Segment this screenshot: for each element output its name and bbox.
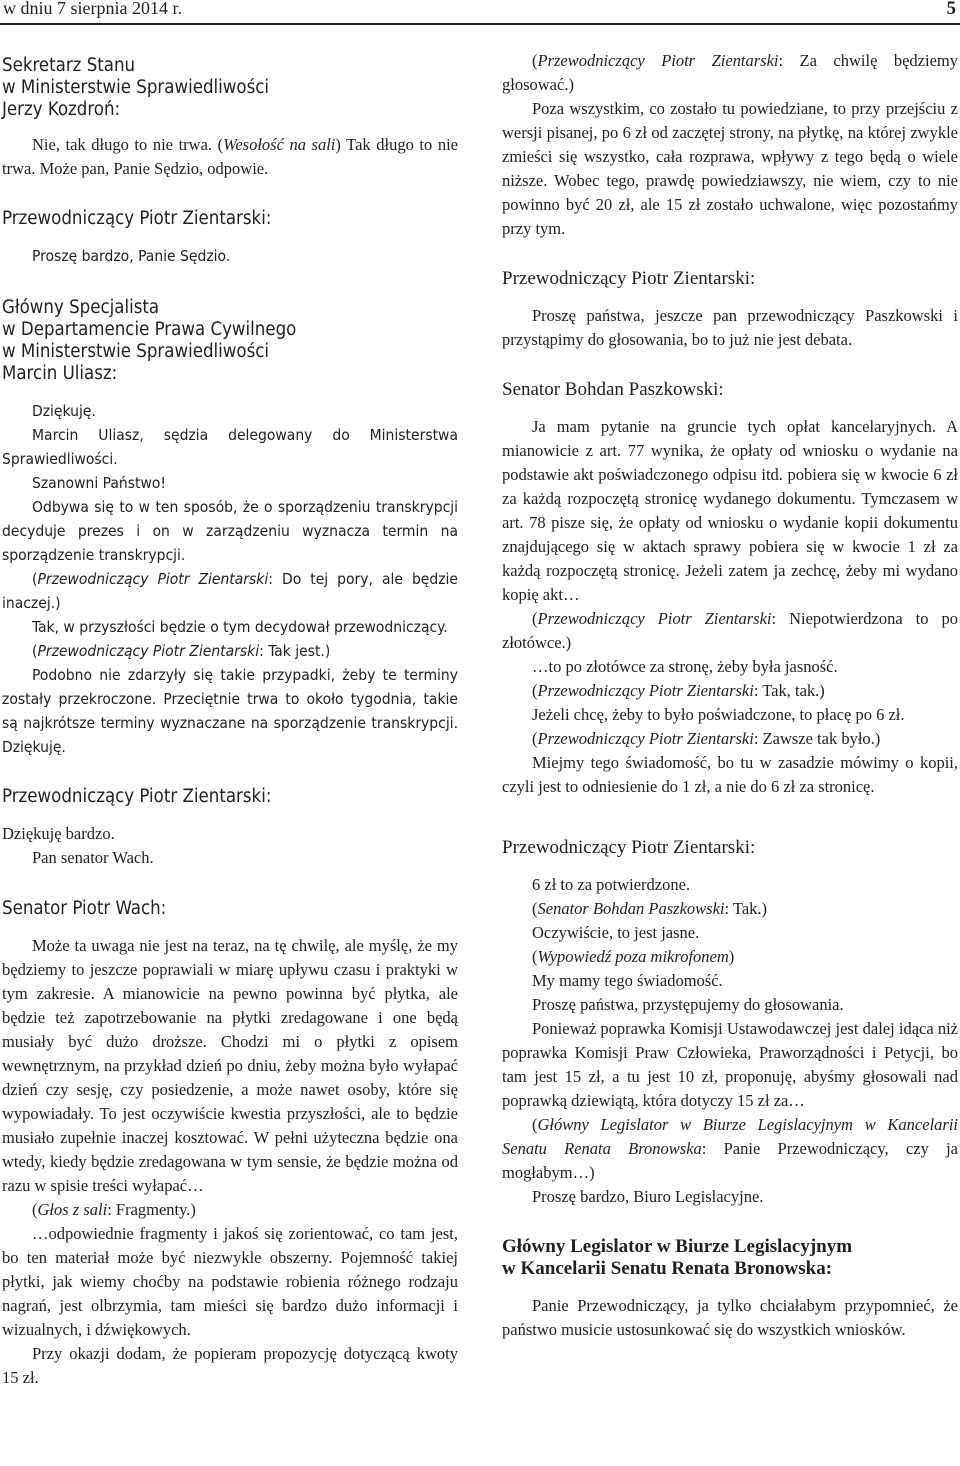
paragraph: (Głos z sali: Fragmenty.) — [32, 1200, 196, 1219]
paragraph: Dziękuję bardzo. — [2, 824, 115, 843]
speaker-heading: Senator Bohdan Paszkowski: — [502, 379, 724, 400]
paragraph: (Przewodniczący Piotr Zientarski: Tak, tak.) — [532, 681, 825, 700]
paragraph: Miejmy tego świadomość, bo tu w zasadzie mówimy o kopii, czyli jest to odniesienie do 1 zł, a nie do 6 zł za stronicę. — [502, 753, 958, 796]
paragraph: Proszę państwa, jeszcze pan przewodniczący Paszkowski i przystąpimy do głosowania, bo to już nie jest debata. — [502, 306, 958, 349]
paragraph: Panie Przewodniczący, ja tylko chciałabym przypomnieć, że państwo musicie ustosunkować się do wszystkich wniosków. — [502, 1296, 958, 1339]
speaker-heading: Przewodniczący Piotr Zientarski: — [2, 208, 272, 229]
paragraph: Szanowni Państwo! — [32, 474, 166, 492]
paragraph: Proszę bardzo, Panie Sędzio. — [32, 247, 231, 265]
paragraph: Ja mam pytanie na gruncie tych opłat kancelaryjnych. A mianowicie z art. 77 wynika, że opłaty od wniosku o wydanie na podstawie akt poświadczonego odpisu itd. pobiera się w kwocie 6 zł za każdą rozpoczętą stronicę wydanego dokumentu. Tymczasem w art. 78 pisze się, że opłaty od wniosku o wydanie kopii dokumentu znajdującego się w aktach sprawy pobiera się w kwocie 1 zł za każdą rozpoczętą stronicę. Jeżeli zatem ja zechcę, żeby mi wydano kopię akt… — [502, 417, 958, 604]
speaker-heading: Główny Specjalista w Departamencie Prawa Cywilnego w Ministerstwie Sprawiedliwości Marcin Uliasz: — [2, 297, 297, 384]
speaker-heading: Przewodniczący Piotr Zientarski: — [502, 837, 756, 858]
paragraph: (Senator Bohdan Paszkowski: Tak.) — [532, 899, 768, 918]
paragraph: Pan senator Wach. — [32, 848, 154, 867]
paragraph: (Wypowiedź poza mikrofonem) — [532, 947, 735, 966]
paragraph: Proszę bardzo, Biuro Legislacyjne. — [532, 1187, 764, 1206]
paragraph: (Przewodniczący Piotr Zientarski: Tak jest.) — [32, 642, 331, 660]
paragraph: Proszę państwa, przystępujemy do głosowania. — [532, 995, 844, 1014]
paragraph: Nie, tak długo to nie trwa. (Wesołość na sali) Tak długo to nie trwa. Może pan, Panie Sędzio, odpowie. — [2, 135, 458, 178]
paragraph: Odbywa się to w ten sposób, że o sporządzeniu transkrypcji decyduje prezes i on w zarządzeniu wyznacza termin na sporządzenie transkrypcji. — [2, 498, 458, 564]
paragraph: …to po złotówce za stronę, żeby była jasność. — [532, 657, 838, 676]
paragraph: My mamy tego świadomość. — [532, 971, 723, 990]
paragraph: (Przewodniczący Piotr Zientarski: Niepotwierdzona to po złotówce.) — [502, 609, 958, 652]
paragraph: Dziękuję. — [32, 402, 96, 420]
paragraph: 6 zł to za potwierdzone. — [532, 875, 691, 894]
left-column — [2, 24, 458, 1390]
speaker-heading: Przewodniczący Piotr Zientarski: — [2, 786, 272, 807]
paragraph: Poza wszystkim, co zostało tu powiedziane, to przy przejściu z wersji pisanej, po 6 zł od zaczętej strony, na płytkę, na której zwykle zmieści się wszystko, cała rozprawa, wpływy z tego będą o wiele niższe. Wobec tego, prawdę powiedziawszy, nie wiem, czy to nie powinno być 20 zł, ale 15 zł zostało uchwalone, więc pozostańmy przy tym. — [502, 99, 958, 238]
paragraph: Podobno nie zdarzyły się takie przypadki, żeby te terminy zostały przekroczone. Przeciętnie trwa to około tygodnia, takie są najkrótsze terminy wyznaczane na sporządzenie transkrypcji. Dziękuję. — [2, 666, 458, 756]
speaker-heading: Główny Legislator w Biurze Legislacyjnym w Kancelarii Senatu Renata Bronowska: — [502, 1236, 853, 1279]
paragraph: Tak, w przyszłości będzie o tym decydował przewodniczący. — [32, 618, 448, 636]
paragraph: Może ta uwaga nie jest na teraz, na tę chwilę, ale myślę, że my będziemy to jeszcze poprawiali w miarę upływu czasu i praktyki w tym zakresie. A mianowicie na pewno powinna być płytka, ale będzie też zapotrzebowanie na płytki zredagowane i one będą musiały być dużo droższe. Chodzi mi o płytki z opisem wewnętrznym, na przykład dzień po dniu, żeby można było wyłapać dzień czy sesję, czy posiedzenie, a może nawet osoby, które się wypowiadały. To jest oczywiście kwestia przyszłości, ale to będzie musiało zupełnie inaczej kosztować. W pełni użyteczna będzie ona wtedy, kiedy będzie zredagowana w tym sensie, że będzie można od razu w spisie treści wyłapać… — [2, 936, 458, 1195]
speaker-heading: Przewodniczący Piotr Zientarski: — [502, 268, 756, 289]
paragraph: Przy okazji dodam, że popieram propozycję dotyczącą kwoty 15 zł. — [2, 1344, 458, 1387]
speaker-heading: Senator Piotr Wach: — [2, 898, 167, 919]
paragraph: Jeżeli chcę, żeby to było poświadczone, to płacę po 6 zł. — [532, 705, 905, 724]
header-date: w dniu 7 sierpnia 2014 r. — [3, 0, 182, 18]
paragraph: Marcin Uliasz, sędzia delegowany do Ministerstwa Sprawiedliwości. — [2, 426, 458, 468]
paragraph: (Przewodniczący Piotr Zientarski: Do tej pory, ale będzie inaczej.) — [2, 570, 459, 612]
paragraph: Oczywiście, to jest jasne. — [532, 923, 700, 942]
paragraph: (Przewodniczący Piotr Zientarski: Za chwilę będziemy głosować.) — [502, 51, 958, 94]
right-column — [502, 24, 958, 1342]
paragraph: (Główny Legislator w Biurze Legislacyjnym w Kancelarii Senatu Renata Bronowska: Panie Przewodniczący, czy ja mogłabym…) — [502, 1115, 958, 1182]
paragraph: Ponieważ poprawka Komisji Ustawodawczej jest dalej idąca niż poprawka Komisji Praw Człowieka, Praworządności i Petycji, bo tam jest 15 zł, a tu jest 10 zł, proponuję, abyśmy głosowali nad poprawką dziewiątą, która dotyczy 15 zł za… — [502, 1019, 958, 1110]
speaker-heading: Sekretarz Stanu w Ministerstwie Sprawiedliwości Jerzy Kozdroń: — [2, 55, 270, 120]
paragraph: (Przewodniczący Piotr Zientarski: Zawsze tak było.) — [532, 729, 881, 748]
page-header — [0, 0, 960, 24]
paragraph: …odpowiednie fragmenty i jakoś się zorientować, co tam jest, bo ten materiał może być niezwykle obszerny. Pojemność takiej płytki, jak wiemy choćby na podstawie robienia różnego rodzaju nagrań, jest olbrzymia, tam mieści się bardzo dużo informacji i wizualnych, i dźwiękowych. — [2, 1224, 458, 1339]
page-number: 5 — [946, 0, 956, 19]
